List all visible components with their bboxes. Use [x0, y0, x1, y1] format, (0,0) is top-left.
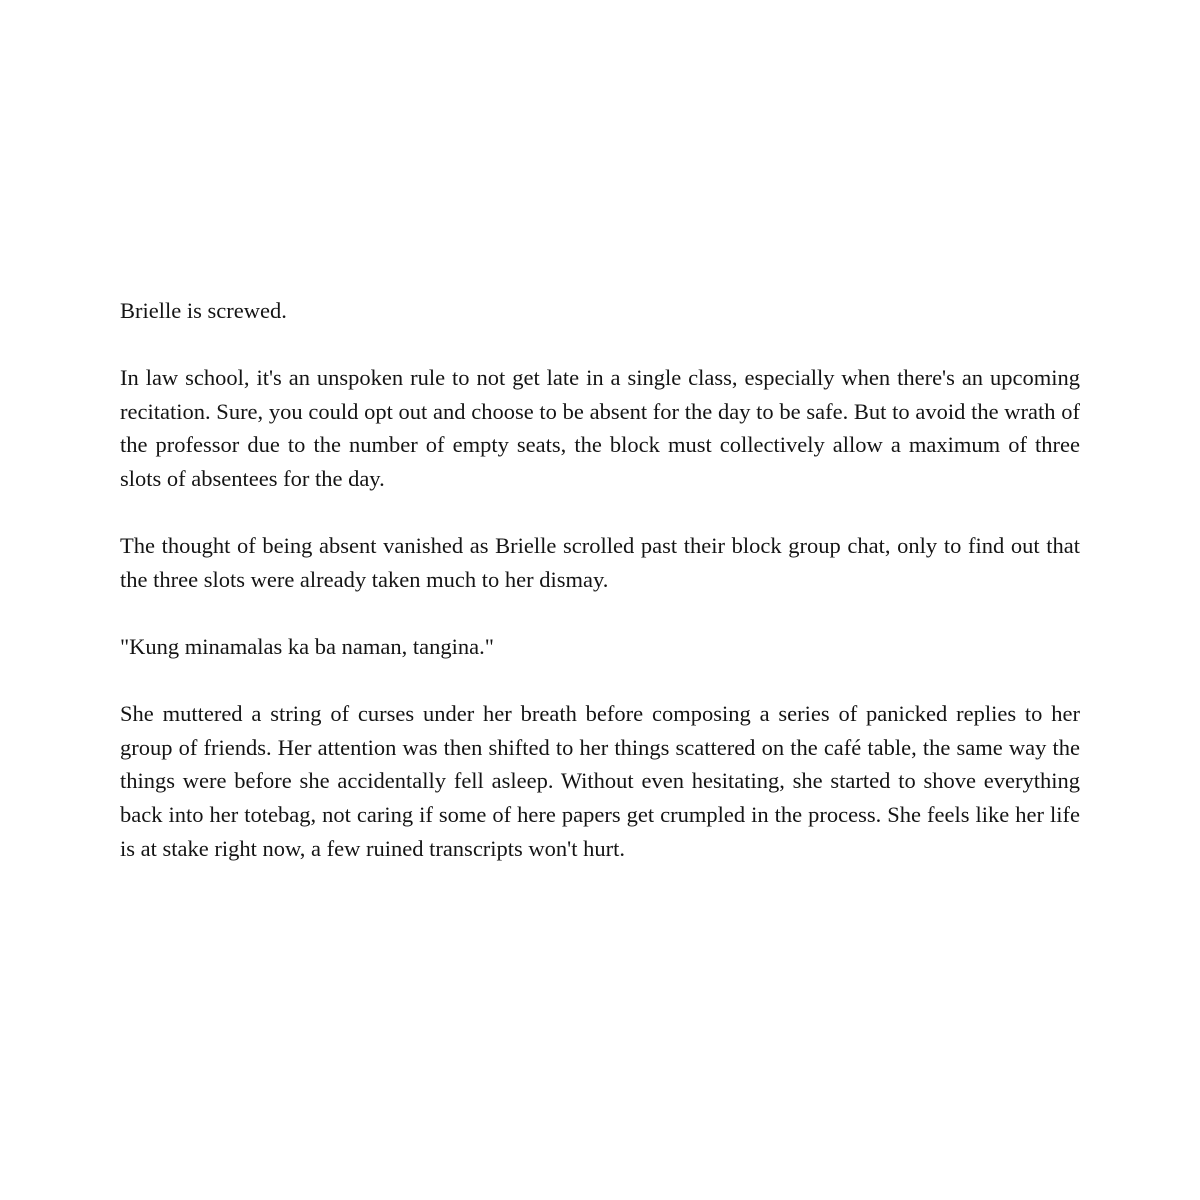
- paragraph-group-chat: The thought of being absent vanished as Brielle scrolled past their block group chat, only to find out that the three slots were already taken much to her dismay.: [120, 533, 1080, 592]
- paragraph-packing-up: She muttered a string of curses under her breath before composing a series of panicked replies to her group of friends. Her attention was then shifted to her things scattered on the café table, the same way the things were before she accidentally fell asleep. Without even hesitating, she started to shove everything back into her totebag, not caring if some of here papers get crumpled in the process. She feels like her life is at stake right now, a few ruined transcripts won't hurt.: [120, 701, 1080, 861]
- paragraph-dialogue: "Kung minamalas ka ba naman, tangina.": [120, 633, 494, 659]
- paragraph-law-school-rule: In law school, it's an unspoken rule to not get late in a single class, especially when there's an upcoming recitation. Sure, you could opt out and choose to be absent for the day to be safe. But to avoid the wrath of the professor due to the number of empty seats, the block must collectively allow a maximum of three slots of absentees for the day.: [120, 365, 1080, 491]
- story-text: [120, 294, 1080, 865]
- paragraph-opening-line: Brielle is screwed.: [120, 298, 287, 323]
